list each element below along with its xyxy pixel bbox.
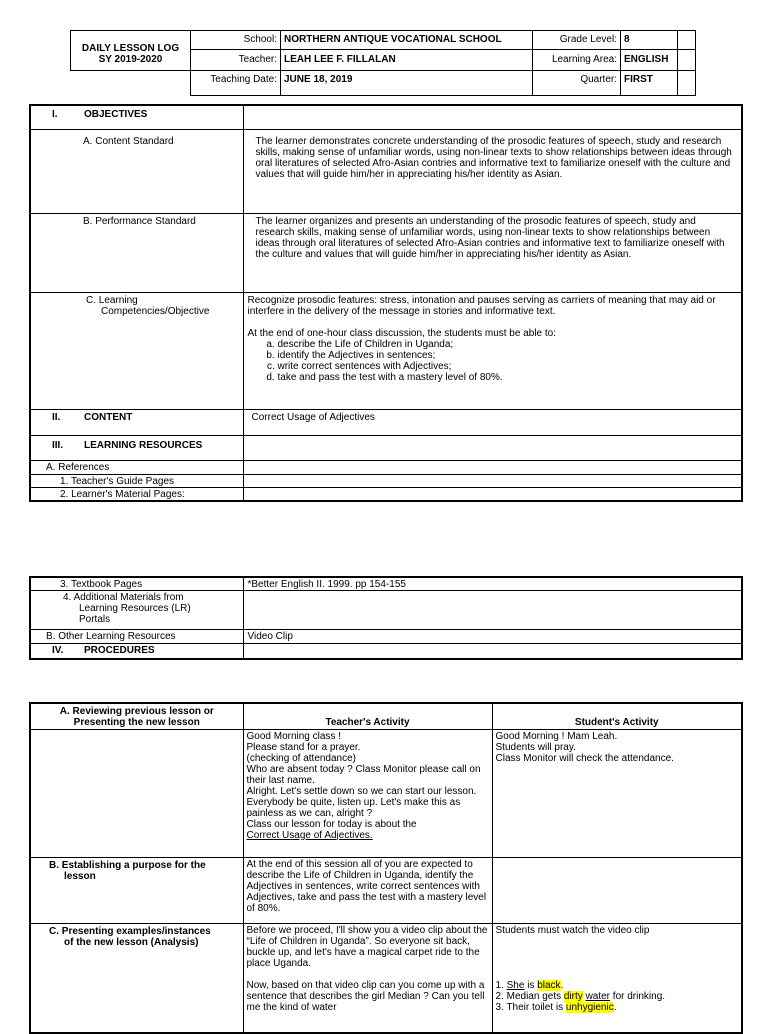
- list-item: b. identify the Adjectives in sentences;: [278, 350, 736, 361]
- area-empty: [678, 50, 696, 71]
- resources-empty: [243, 435, 742, 460]
- content-heading: II. CONTENT: [30, 409, 243, 435]
- header-table: [70, 30, 696, 96]
- grade-value: 8: [621, 31, 678, 50]
- teachers-guide-empty: [243, 474, 742, 487]
- section-c-student: Students must watch the video clip 1. She is black. 2. Median gets dirty water for drinking. 3. Their toilet is unhygienic.: [492, 923, 742, 1033]
- textbook-label: 3. Textbook Pages: [30, 577, 243, 591]
- section-a-empty: [30, 729, 243, 857]
- lesson-log-title: DAILY LESSON LOG SY 2019-2020: [71, 31, 191, 71]
- quarter-value: FIRST: [621, 71, 678, 96]
- section-c-heading: C. Presenting examples/instances of the new lesson (Analysis): [30, 923, 243, 1033]
- example-sentence-2: 2. Median gets dirty water for drinking.: [495, 990, 666, 1002]
- list-item: a. describe the Life of Children in Uganda;: [278, 339, 736, 350]
- learners-material-empty: [243, 487, 742, 501]
- additional-materials-label: 4. Additional Materials from Learning Resources (LR) Portals: [30, 591, 243, 630]
- section-b-heading: B. Establishing a purpose for the lesson: [30, 857, 243, 923]
- content-standard-text: The learner demonstrates concrete understanding of the prosodic features of speech, study and research skills, making sense of unfamiliar words, using non-linear texts to show relationships between ideas through oral literatures of selected Afro-Asian contries and informative text to familiarize oneself with the culture and values that will guide him/her in appreciating his/her identity as Asian.: [243, 129, 742, 213]
- content-text: Correct Usage of Adjectives: [243, 409, 742, 435]
- header-spacer: [71, 71, 191, 96]
- example-sentence-1: 1. She is black.: [495, 979, 564, 991]
- quarter-label: Quarter:: [533, 71, 621, 96]
- resources-table: [29, 576, 743, 660]
- activities-table: [29, 702, 743, 1034]
- objectives-empty: [243, 105, 742, 129]
- section-c-teacher: Before we proceed, I'll show you a video clip about the “Life of Children in Uganda”. So everyone sit back, buckle up, and let's have a magical carpet ride to the place Uganda. Now, based on that video clip can you come up with a sentence that describes the girl Median ? Can you tell me the kind of water: [243, 923, 492, 1033]
- date-value: JUNE 18, 2019: [281, 71, 533, 96]
- competencies-label: C. Learning Competencies/Objective: [30, 292, 243, 409]
- performance-standard-label: B. Performance Standard: [30, 213, 243, 292]
- section-a-teacher: Good Morning class ! Please stand for a prayer. (checking of attendance) Who are absent today ? Class Monitor please call on their last name. Alright. Let's settle down so we can start our lesson. Everybody be quite, listen up. Let's make this as painless as we can, alright ? Class our lesson for today is about the Correct Usage of Adjectives.: [243, 729, 492, 857]
- references-empty: [243, 460, 742, 474]
- performance-standard-text: The learner organizes and presents an understanding of the prosodic features of speech, study and research skills, making sense of unfamiliar words, using non-linear texts to show relationships between ideas through oral literatures of selected Afro-Asian contries and informative text to familiarize oneself with the culture and values that will guide him/her in appreciating his/her identity as Asian.: [243, 213, 742, 292]
- procedures-heading: IV. PROCEDURES: [30, 644, 243, 659]
- competencies-text: Recognize prosodic features: stress, intonation and pauses serving as carriers of meaning that may aid or interfere in the delivery of the message in stories and informative text. At the end of one-hour class discussion, the students must be able to: a. describe the Life of Children in Uganda; b. identify the Adjectives in sentences; c. write correct sentences with Adjectives; d. take and pass the test with a mastery level of 80%.: [243, 292, 742, 409]
- teacher-value: LEAH LEE F. FILLALAN: [281, 50, 533, 71]
- section-a-student: Good Morning ! Mam Leah. Students will pray. Class Monitor will check the attendance.: [492, 729, 742, 857]
- example-sentence-3: 3. Their toilet is unhygienic.: [495, 1001, 617, 1013]
- section-a-heading: A. Reviewing previous lesson or Presenting the new lesson: [30, 703, 243, 729]
- additional-materials-empty: [243, 591, 742, 630]
- objectives-heading: I. OBJECTIVES: [30, 105, 243, 129]
- school-value: NORTHERN ANTIQUE VOCATIONAL SCHOOL: [281, 31, 533, 50]
- competencies-list: [248, 339, 736, 383]
- references-label: A. References: [30, 460, 243, 474]
- teachers-guide-label: 1. Teacher's Guide Pages: [30, 474, 243, 487]
- resources-heading: III. LEARNING RESOURCES: [30, 435, 243, 460]
- area-value: ENGLISH: [621, 50, 678, 71]
- other-resources-label: B. Other Learning Resources: [30, 630, 243, 644]
- list-item: d. take and pass the test with a mastery level of 80%.: [278, 372, 736, 383]
- date-label: Teaching Date:: [191, 71, 281, 96]
- learners-material-label: 2. Learner's Material Pages:: [30, 487, 243, 501]
- section-b-teacher: At the end of this session all of you are expected to describe the Life of Children in Uganda, identify the Adjectives in sentences, write correct sentences with Adjectives, take and pass the test with a mastery level of 80%.: [243, 857, 492, 923]
- textbook-value: *Better English II. 1999. pp 154-155: [243, 577, 742, 591]
- grade-label: Grade Level:: [533, 31, 621, 50]
- area-label: Learning Area:: [533, 50, 621, 71]
- list-item: c. write correct sentences with Adjectives;: [278, 361, 736, 372]
- procedures-empty: [243, 644, 742, 659]
- content-standard-label: A. Content Standard: [30, 129, 243, 213]
- grade-empty: [678, 31, 696, 50]
- objectives-table: [29, 104, 743, 502]
- teacher-label: Teacher:: [191, 50, 281, 71]
- teacher-activity-heading: Teacher's Activity: [243, 703, 492, 729]
- quarter-empty: [678, 71, 696, 96]
- student-activity-heading: Student's Activity: [492, 703, 742, 729]
- school-label: School:: [191, 31, 281, 50]
- section-b-student: [492, 857, 742, 923]
- other-resources-value: Video Clip: [243, 630, 742, 644]
